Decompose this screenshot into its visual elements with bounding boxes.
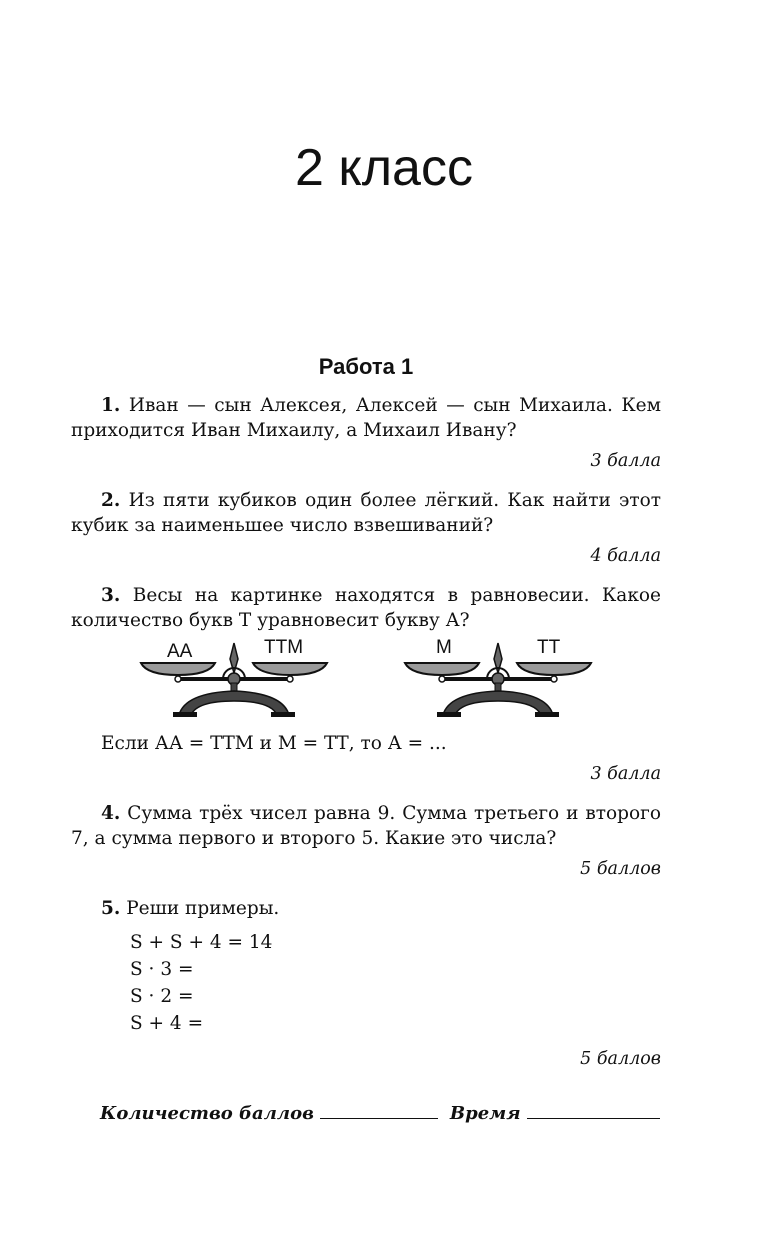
task-1 — [71, 393, 661, 474]
scale-right-label: ТТ — [537, 637, 561, 658]
task-points: 5 баллов — [580, 859, 661, 879]
time-label: Время — [449, 1103, 521, 1124]
task-3 — [71, 583, 661, 787]
task-points: 4 балла — [590, 546, 661, 566]
task-text: Иван — сын Алексея, Алексей — сын Михаила. Кем приходится Иван Михаилу, а Михаил Ивану? — [71, 395, 661, 441]
example-line: S + 4 = — [130, 1013, 204, 1034]
task-4 — [71, 801, 661, 882]
task-text: Весы на картинке находятся в равновесии. Какое количество букв Т уравновесит букву А? — [71, 585, 661, 631]
scales-illustration — [71, 633, 661, 731]
task-5 — [71, 896, 661, 1072]
footer — [100, 1100, 662, 1124]
example-line: S · 2 = — [130, 986, 194, 1007]
task-points: 3 балла — [590, 451, 661, 471]
scale-1 — [139, 639, 333, 719]
work-title: Работа 1 — [318, 354, 414, 379]
task-2 — [71, 488, 661, 569]
task-number: 3. — [101, 585, 121, 606]
scale-2 — [403, 639, 597, 719]
example-line: S · 3 = — [130, 959, 194, 980]
task-number: 1. — [101, 395, 121, 416]
example-line: S + S + 4 = 14 — [130, 932, 273, 953]
scale-left-label: М — [436, 637, 452, 658]
balance-scale-icon — [403, 639, 597, 719]
examples-list — [130, 929, 661, 1037]
task-points: 3 балла — [590, 764, 661, 784]
task-number: 4. — [101, 803, 121, 824]
task-text: Реши примеры. — [126, 898, 280, 919]
equation: Если АА = ТТМ и М = ТТ, то А = ... — [101, 733, 447, 754]
task-text: Сумма трёх чисел равна 9. Сумма третьего и второго 7, а сумма первого и второго 5. Какие это числа? — [71, 803, 661, 849]
task-points: 5 баллов — [580, 1049, 661, 1069]
scale-right-label: ТТМ — [264, 637, 304, 658]
task-number: 2. — [101, 490, 121, 511]
score-blank[interactable] — [320, 1100, 438, 1119]
page-title: 2 класс — [295, 139, 473, 197]
task-number: 5. — [101, 898, 121, 919]
scale-left-label: АА — [167, 641, 193, 662]
score-label: Количество баллов — [100, 1103, 314, 1124]
time-blank[interactable] — [527, 1100, 660, 1119]
task-text: Из пяти кубиков один более лёгкий. Как найти этот кубик за наименьшее число взвешиваний? — [71, 490, 661, 536]
tasks-list — [71, 393, 661, 1086]
